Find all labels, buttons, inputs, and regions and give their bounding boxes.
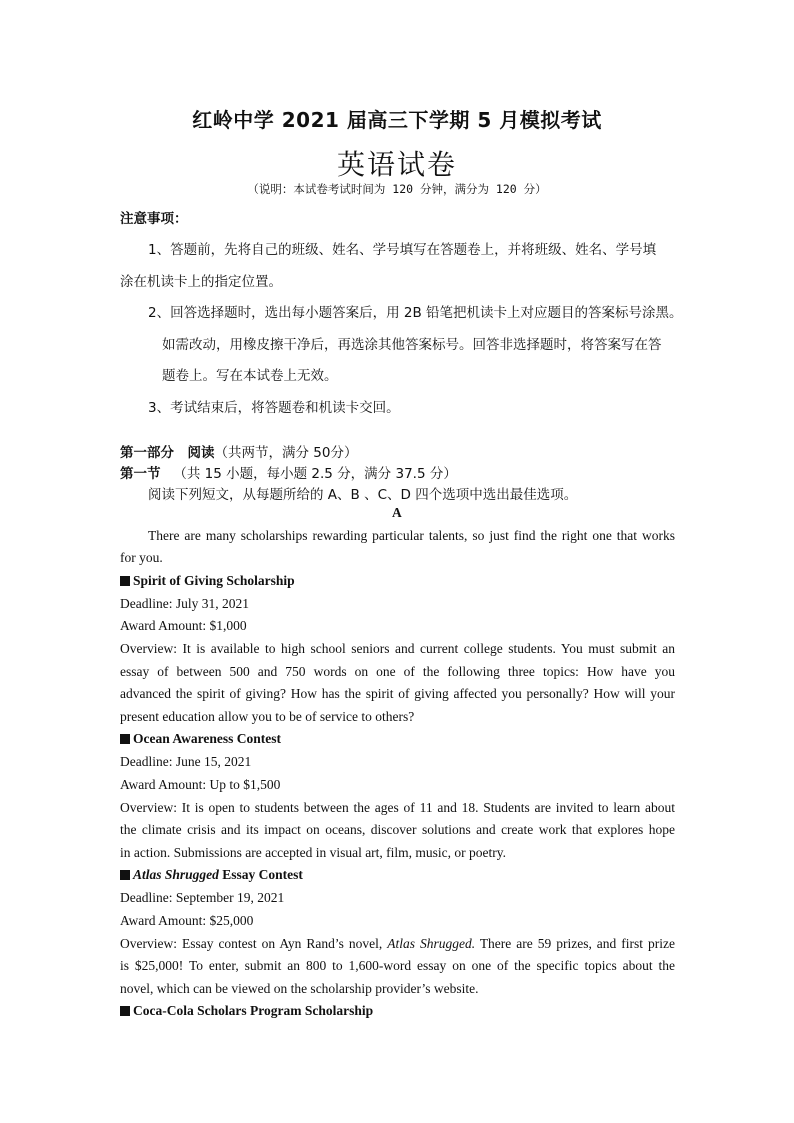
scholarship-3-deadline: Deadline: September 19, 2021 (120, 890, 285, 905)
bullet-square-icon (120, 576, 130, 586)
scholarship-2-title-row (120, 731, 281, 747)
notice-item-1-line-1: 1、答题前，先将自己的班级、姓名、学号填写在答题卷上，并将班级、姓名、学号填 (148, 242, 657, 258)
passage-letter: A (392, 505, 402, 520)
scholarship-2-award: Award Amount: Up to $1,500 (120, 777, 281, 792)
intro-line-2: for you. (120, 550, 163, 565)
notice-heading: 注意事项： (120, 211, 188, 227)
scholarship-1-title: Spirit of Giving Scholarship (133, 573, 295, 588)
scholarship-3-title-italic: Atlas Shrugged (133, 867, 219, 882)
scholarship-3-title-row (120, 867, 303, 883)
overview-text: There are 59 prizes, and first prize (475, 936, 675, 951)
intro-line-1: There are many scholarships rewarding particular talents, so just find the right one that works (148, 528, 675, 543)
part1-heading: 第一部分 阅读 (120, 445, 215, 461)
section1-heading: 第一节 (120, 466, 161, 482)
scholarship-2-overview-2: the climate crisis and its impact on oceans, discover solutions and create work that explores hope (120, 822, 675, 837)
exam-note: （说明：本试卷考试时间为 120 分钟，满分为 120 分） (247, 182, 547, 196)
notice-item-3: 3、考试结束后，将答题卷和机读卡交回。 (148, 400, 400, 416)
notice-item-2-line-2: 如需改动，用橡皮擦干净后，再选涂其他答案标号。回答非选择题时，将答案写在答 (162, 337, 662, 353)
scholarship-1-overview-3: advanced the spirit of giving? How has the spirit of giving affected you personally? How will your (120, 686, 675, 701)
subject-title: 英语试卷 (336, 148, 457, 181)
scholarship-2-overview-3: in action. Submissions are accepted in visual art, film, music, or poetry. (120, 845, 507, 860)
scholarship-3-award: Award Amount: $25,000 (120, 913, 254, 928)
novel-title: Atlas Shrugged. (387, 936, 476, 951)
section1-heading-row (120, 462, 457, 482)
overview-text: Overview: Essay contest on Ayn Rand’s novel, (120, 936, 388, 951)
part1-heading-detail: （共两节，满分 50分） (214, 445, 358, 461)
scholarship-4-title: Coca-Cola Scholars Program Scholarship (133, 1003, 374, 1018)
exam-title: 红岭中学 2021 届高三下学期 5 月模拟考试 (192, 108, 602, 132)
scholarship-1-deadline: Deadline: July 31, 2021 (120, 596, 249, 611)
scholarship-1-overview-1: Overview: It is available to high school seniors and current college students. You must submit an (120, 641, 675, 656)
section1-detail: （共 15 小题，每小题 2.5 分，满分 37.5 分） (173, 466, 457, 482)
scholarship-3-overview-1 (120, 936, 675, 952)
scholarship-1-overview-4: present education allow you to be of service to others? (120, 709, 415, 724)
notice-item-2-line-1: 2、回答选择题时，选出每小题答案后，用 2B 铅笔把机读卡上对应题目的答案标号涂黑。 (148, 305, 683, 321)
notice-item-1-line-2: 涂在机读卡上的指定位置。 (120, 274, 282, 290)
notice-item-2-line-3: 题卷上。写在本试卷上无效。 (162, 368, 338, 384)
reading-instruction: 阅读下列短文，从每题所给的 A、B 、C、D 四个选项中选出最佳选项。 (148, 487, 578, 503)
scholarship-2-deadline: Deadline: June 15, 2021 (120, 754, 252, 769)
scholarship-3-title-rest: Essay Contest (218, 867, 303, 882)
scholarship-1-overview-2: essay of between 500 and 750 words on one of the following three topics: How have you (120, 664, 675, 679)
scholarship-3-overview-3: novel, which can be viewed on the scholarship provider’s website. (120, 981, 479, 996)
scholarship-2-overview-1: Overview: It is open to students between the ages of 11 and 18. Students are invited to learn about (120, 800, 675, 815)
bullet-square-icon (120, 870, 130, 880)
bullet-square-icon (120, 1006, 130, 1016)
scholarship-1-title-row (120, 573, 295, 589)
scholarship-3-overview-2: is $25,000! To enter, submit an 800 to 1,600-word essay on one of the specific topics about the (120, 958, 675, 973)
part1-heading-row (120, 441, 357, 461)
scholarship-1-award: Award Amount: $1,000 (120, 618, 247, 633)
scholarship-2-title: Ocean Awareness Contest (133, 731, 281, 746)
scholarship-4-title-row (120, 1003, 373, 1019)
bullet-square-icon (120, 734, 130, 744)
